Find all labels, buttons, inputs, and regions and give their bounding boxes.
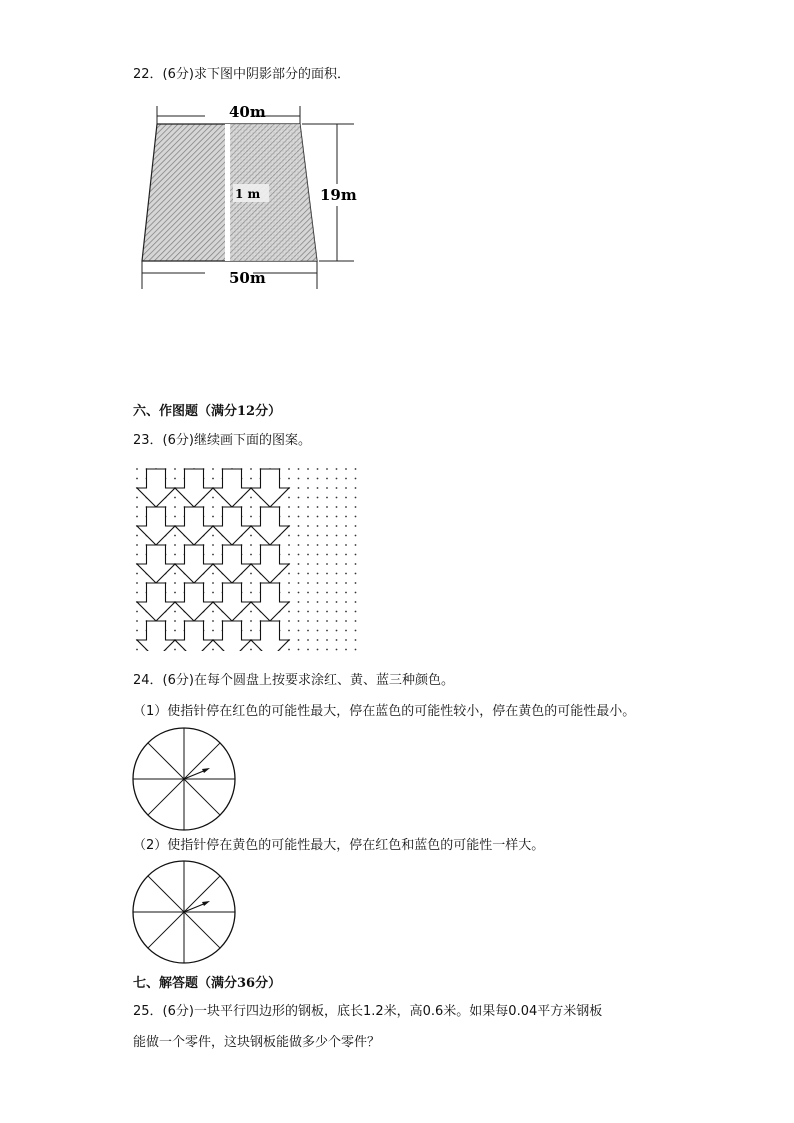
spinner-disc-2 <box>130 859 240 967</box>
arrow-shape <box>251 545 289 583</box>
q24-text: 24．(6分)在每个圆盘上按要求涂红、黄、蓝三种颜色。 <box>133 673 454 688</box>
q25-line2: 能做一个零件，这块钢板能做多少个零件？ <box>133 1035 381 1050</box>
arrow-shape <box>137 583 175 621</box>
arrow-shape <box>213 507 251 545</box>
arrow-shape <box>175 507 213 545</box>
arrow-shape <box>137 507 175 545</box>
trapezoid-figure <box>132 96 362 296</box>
label-top: 40m <box>229 103 266 121</box>
q25-line1: 25．(6分)一块平行四边形的钢板，底长1.2米，高0.6米。如果每0.04平方米钢板 <box>133 1004 603 1019</box>
arrow-shape <box>175 545 213 583</box>
arrow-shape <box>137 621 175 651</box>
arrow-shape <box>175 621 213 651</box>
section7-title: 七、解答题（满分36分） <box>133 976 282 991</box>
arrow-shape <box>251 621 289 651</box>
arrow-pattern-grid <box>133 465 365 651</box>
label-height: 19m <box>320 186 357 204</box>
arrow-shape <box>251 583 289 621</box>
arrow-shape <box>213 621 251 651</box>
arrow-shape <box>137 469 175 507</box>
arrow-shape <box>251 507 289 545</box>
q24-part2: （2）使指针停在黄色的可能性最大，停在红色和蓝色的可能性一样大。 <box>133 838 545 853</box>
q23-text: 23．(6分)继续画下面的图案。 <box>133 433 311 448</box>
arrow-shape <box>175 469 213 507</box>
arrow-shape <box>175 583 213 621</box>
q22-text: 22．(6分)求下图中阴影部分的面积． <box>133 67 350 82</box>
spinner-disc-1 <box>130 726 240 834</box>
section6-title: 六、作图题（满分12分） <box>133 404 282 419</box>
arrow-shape <box>213 469 251 507</box>
label-middle: 1 m <box>235 187 261 201</box>
label-bottom: 50m <box>229 269 266 287</box>
arrow-shape <box>213 545 251 583</box>
q24-part1: （1）使指针停在红色的可能性最大，停在蓝色的可能性较小，停在黄色的可能性最小。 <box>133 704 636 719</box>
white-strip <box>225 124 230 261</box>
arrow-shape <box>137 545 175 583</box>
arrow-shape <box>251 469 289 507</box>
arrow-shape <box>213 583 251 621</box>
